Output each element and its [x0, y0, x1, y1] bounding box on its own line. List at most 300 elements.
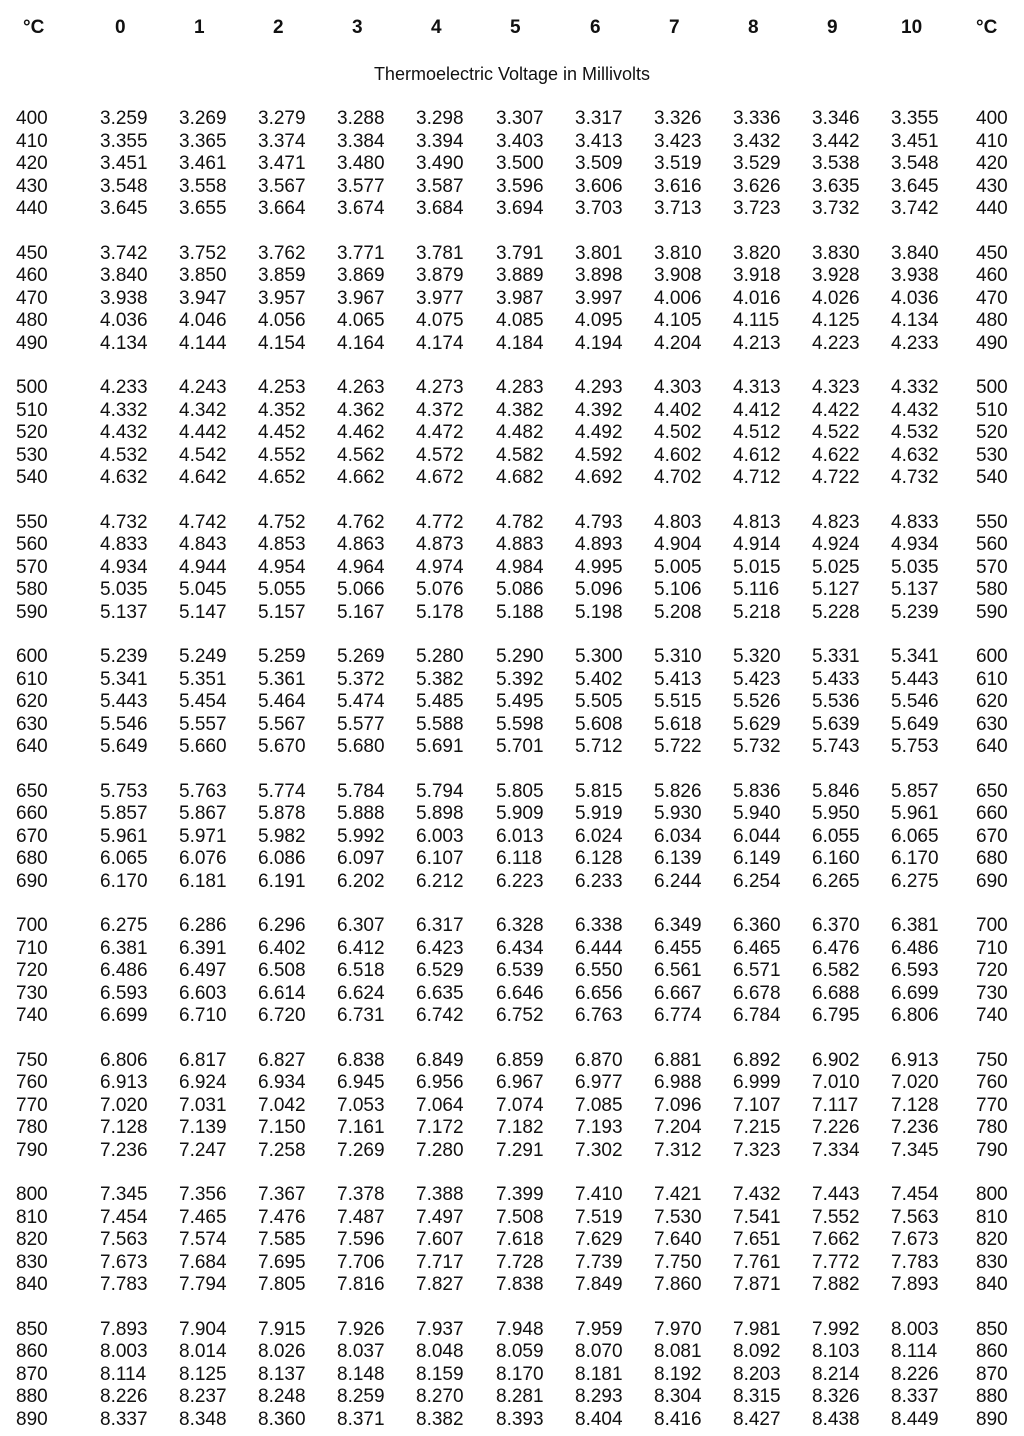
- voltage-cell: 7.695: [258, 1251, 306, 1273]
- voltage-cell: 5.753: [891, 736, 939, 757]
- voltage-cell: 6.742: [416, 1005, 464, 1026]
- voltage-cell: 6.275: [891, 870, 939, 892]
- row-temp-right: 770: [976, 1094, 1008, 1116]
- voltage-cell: 4.702: [654, 467, 702, 488]
- voltage-cell: 3.461: [179, 153, 227, 174]
- voltage-cell: 7.117: [812, 1094, 859, 1116]
- voltage-cell: 8.070: [575, 1341, 623, 1362]
- row-temp-right: 790: [976, 1139, 1008, 1161]
- voltage-cell: 6.486: [100, 960, 148, 981]
- voltage-cell: 7.465: [179, 1206, 227, 1228]
- voltage-cell: 7.926: [337, 1318, 385, 1340]
- voltage-cell: 5.649: [100, 736, 148, 757]
- voltage-cell: 5.290: [496, 646, 544, 667]
- voltage-cell: 6.338: [575, 915, 623, 936]
- voltage-cell: 6.076: [179, 848, 227, 869]
- row-temp-right: 490: [976, 332, 1008, 354]
- voltage-cell: 6.603: [179, 982, 227, 1004]
- voltage-cell: 3.977: [416, 287, 464, 309]
- row-temp-right: 580: [976, 579, 1008, 600]
- voltage-cell: 4.934: [891, 534, 939, 555]
- voltage-cell: 6.646: [496, 982, 544, 1004]
- voltage-cell: 4.873: [416, 534, 464, 555]
- voltage-cell: 6.181: [179, 870, 227, 892]
- voltage-cell: 8.037: [337, 1341, 385, 1362]
- voltage-cell: 7.893: [100, 1318, 148, 1340]
- voltage-cell: 6.614: [258, 982, 306, 1004]
- voltage-cell: 5.784: [337, 780, 385, 802]
- voltage-cell: 5.066: [337, 579, 385, 600]
- voltage-cell: 4.154: [258, 332, 306, 354]
- voltage-cell: 8.315: [733, 1386, 781, 1407]
- table-row: [0, 467, 1024, 490]
- voltage-cell: 5.341: [891, 646, 939, 667]
- table-row: [0, 108, 1024, 131]
- voltage-cell: 3.752: [179, 242, 227, 264]
- voltage-cell: 7.236: [891, 1117, 939, 1138]
- voltage-cell: 7.215: [733, 1117, 781, 1138]
- header-col-2: 2: [273, 17, 284, 38]
- voltage-cell: 3.365: [179, 130, 227, 152]
- voltage-cell: 5.433: [812, 668, 860, 690]
- voltage-cell: 3.548: [891, 153, 939, 174]
- voltage-cell: 5.372: [337, 668, 385, 690]
- voltage-cell: 4.552: [258, 444, 306, 466]
- voltage-cell: 6.656: [575, 982, 623, 1004]
- voltage-cell: 5.526: [733, 691, 781, 712]
- table-row: [0, 646, 1024, 669]
- row-temp-right: 740: [976, 1005, 1008, 1026]
- voltage-cell: 5.826: [654, 780, 702, 802]
- row-temp-left: 450: [16, 242, 48, 264]
- voltage-cell: 5.116: [733, 579, 780, 600]
- voltage-cell: 3.664: [258, 198, 306, 219]
- table-row: [0, 288, 1024, 311]
- voltage-cell: 4.372: [416, 399, 464, 421]
- voltage-cell: 5.320: [733, 646, 781, 667]
- table-row: [0, 602, 1024, 625]
- voltage-cell: 4.722: [812, 467, 860, 488]
- voltage-cell: 7.280: [416, 1139, 464, 1161]
- voltage-cell: 3.442: [812, 130, 860, 152]
- voltage-cell: 4.562: [337, 444, 385, 466]
- voltage-cell: 5.249: [179, 646, 227, 667]
- voltage-cell: 5.208: [654, 601, 702, 623]
- voltage-cell: 3.596: [496, 175, 544, 197]
- voltage-cell: 7.871: [733, 1274, 781, 1295]
- voltage-cell: 6.967: [496, 1072, 544, 1093]
- row-temp-left: 470: [16, 287, 48, 309]
- voltage-cell: 7.860: [654, 1274, 702, 1295]
- voltage-cell: 3.587: [416, 175, 464, 197]
- table-row: [0, 1364, 1024, 1387]
- voltage-cell: 6.212: [416, 870, 464, 892]
- voltage-cell: 7.454: [891, 1184, 939, 1205]
- row-temp-left: 740: [16, 1005, 48, 1026]
- voltage-cell: 5.982: [258, 825, 306, 847]
- voltage-cell: 4.412: [733, 399, 781, 421]
- voltage-cell: 7.388: [416, 1184, 464, 1205]
- voltage-cell: 7.519: [575, 1206, 623, 1228]
- voltage-cell: 8.125: [179, 1363, 227, 1385]
- voltage-cell: 7.269: [337, 1139, 385, 1161]
- voltage-cell: 4.253: [258, 377, 306, 398]
- voltage-cell: 8.326: [812, 1386, 860, 1407]
- voltage-cell: 7.432: [733, 1184, 781, 1205]
- voltage-cell: 4.843: [179, 534, 227, 555]
- header-col-9: 9: [827, 17, 838, 38]
- voltage-cell: 3.346: [812, 108, 860, 129]
- voltage-cell: 5.495: [496, 691, 544, 712]
- voltage-cell: 3.529: [733, 153, 781, 174]
- voltage-cell: 5.382: [416, 668, 464, 690]
- row-temp-left: 750: [16, 1049, 48, 1071]
- voltage-cell: 3.490: [416, 153, 464, 174]
- voltage-cell: 5.127: [812, 579, 860, 600]
- voltage-cell: 5.361: [258, 668, 306, 690]
- voltage-cell: 6.539: [496, 960, 544, 981]
- voltage-cell: 3.694: [496, 198, 544, 219]
- voltage-cell: 6.423: [416, 937, 464, 959]
- row-temp-left: 530: [16, 444, 48, 466]
- voltage-cell: 8.427: [733, 1408, 781, 1430]
- row-temp-right: 500: [976, 377, 1008, 398]
- voltage-cell: 5.300: [575, 646, 623, 667]
- voltage-cell: 7.345: [100, 1184, 148, 1205]
- voltage-cell: 7.651: [733, 1229, 781, 1250]
- voltage-cell: 3.423: [654, 130, 702, 152]
- header-col-6: 6: [590, 17, 601, 38]
- voltage-cell: 4.813: [733, 511, 781, 533]
- voltage-cell: 7.761: [733, 1251, 781, 1273]
- voltage-cell: 6.699: [100, 1005, 148, 1026]
- voltage-cell: 8.237: [179, 1386, 227, 1407]
- voltage-cell: 6.667: [654, 982, 702, 1004]
- voltage-cell: 4.833: [891, 511, 939, 533]
- voltage-cell: 6.988: [654, 1072, 702, 1093]
- voltage-cell: 5.992: [337, 825, 385, 847]
- voltage-cell: 6.160: [812, 848, 860, 869]
- voltage-cell: 7.334: [812, 1139, 860, 1161]
- voltage-cell: 5.035: [100, 579, 148, 600]
- voltage-cell: 7.992: [812, 1318, 860, 1340]
- voltage-cell: 7.893: [891, 1274, 939, 1295]
- voltage-cell: 7.783: [891, 1251, 939, 1273]
- voltage-cell: 6.170: [100, 870, 148, 892]
- voltage-cell: 4.904: [654, 534, 702, 555]
- voltage-cell: 3.413: [575, 130, 623, 152]
- voltage-cell: 6.107: [416, 848, 464, 869]
- row-temp-left: 590: [16, 601, 48, 623]
- row-temp-right: 850: [976, 1318, 1008, 1340]
- table-row: [0, 1072, 1024, 1095]
- voltage-cell: 7.530: [654, 1206, 702, 1228]
- voltage-cell: 5.188: [496, 601, 544, 623]
- voltage-cell: 6.817: [179, 1049, 227, 1071]
- voltage-cell: 7.410: [575, 1184, 623, 1205]
- header-col-0: 0: [115, 17, 126, 38]
- voltage-cell: 5.857: [891, 780, 939, 802]
- voltage-cell: 3.374: [258, 130, 306, 152]
- voltage-cell: 7.042: [258, 1094, 306, 1116]
- voltage-cell: 4.482: [496, 422, 544, 443]
- voltage-cell: 6.055: [812, 825, 860, 847]
- voltage-cell: 4.732: [891, 467, 939, 488]
- voltage-cell: 5.259: [258, 646, 306, 667]
- row-temp-right: 540: [976, 467, 1008, 488]
- voltage-cell: 3.567: [258, 175, 306, 197]
- voltage-cell: 4.883: [496, 534, 544, 555]
- voltage-cell: 6.202: [337, 870, 385, 892]
- voltage-cell: 7.421: [654, 1184, 702, 1205]
- row-temp-left: 570: [16, 556, 48, 578]
- voltage-cell: 3.938: [100, 287, 148, 309]
- voltage-cell: 8.337: [891, 1386, 939, 1407]
- voltage-cell: 3.742: [100, 242, 148, 264]
- voltage-cell: 6.097: [337, 848, 385, 869]
- voltage-cell: 4.036: [891, 287, 939, 309]
- voltage-cell: 6.307: [337, 915, 385, 936]
- voltage-cell: 5.474: [337, 691, 385, 712]
- voltage-cell: 7.563: [100, 1229, 148, 1250]
- voltage-cell: 5.045: [179, 579, 227, 600]
- voltage-cell: 7.454: [100, 1206, 148, 1228]
- voltage-cell: 5.341: [100, 668, 148, 690]
- voltage-cell: 7.020: [891, 1072, 939, 1093]
- voltage-cell: 3.889: [496, 265, 544, 286]
- voltage-cell: 4.995: [575, 556, 623, 578]
- voltage-cell: 5.857: [100, 803, 148, 824]
- voltage-cell: 4.332: [891, 377, 939, 398]
- voltage-cell: 6.561: [654, 960, 702, 981]
- voltage-cell: 6.999: [733, 1072, 781, 1093]
- voltage-cell: 6.635: [416, 982, 464, 1004]
- voltage-cell: 7.673: [891, 1229, 939, 1250]
- voltage-cell: 6.945: [337, 1072, 385, 1093]
- table-row: [0, 534, 1024, 557]
- voltage-cell: 7.236: [100, 1139, 148, 1161]
- voltage-cell: 5.774: [258, 780, 306, 802]
- voltage-cell: 3.918: [733, 265, 781, 286]
- voltage-cell: 6.859: [496, 1049, 544, 1071]
- voltage-cell: 7.937: [416, 1318, 464, 1340]
- voltage-cell: 6.870: [575, 1049, 623, 1071]
- table-row: [0, 960, 1024, 983]
- row-temp-right: 640: [976, 736, 1008, 757]
- voltage-cell: 4.662: [337, 467, 385, 488]
- voltage-cell: 6.275: [100, 915, 148, 936]
- voltage-cell: 5.310: [654, 646, 702, 667]
- voltage-cell: 4.223: [812, 332, 860, 354]
- voltage-cell: 4.672: [416, 467, 464, 488]
- row-temp-right: 750: [976, 1049, 1008, 1071]
- voltage-cell: 3.674: [337, 198, 385, 219]
- table-row: [0, 848, 1024, 871]
- voltage-cell: 8.248: [258, 1386, 306, 1407]
- voltage-cell: 7.064: [416, 1094, 464, 1116]
- voltage-cell: 6.550: [575, 960, 623, 981]
- table-row: [0, 1117, 1024, 1140]
- voltage-cell: 4.712: [733, 467, 781, 488]
- voltage-cell: 5.137: [100, 601, 148, 623]
- row-temp-right: 880: [976, 1386, 1008, 1407]
- voltage-cell: 5.239: [891, 601, 939, 623]
- row-temp-right: 590: [976, 601, 1008, 623]
- table-row: [0, 1184, 1024, 1207]
- voltage-cell: 7.096: [654, 1094, 702, 1116]
- voltage-cell: 4.303: [654, 377, 702, 398]
- voltage-cell: 4.582: [496, 444, 544, 466]
- voltage-cell: 5.147: [179, 601, 227, 623]
- voltage-cell: 7.816: [337, 1274, 385, 1295]
- row-temp-right: 700: [976, 915, 1008, 936]
- header-unit-left: °C: [23, 17, 45, 38]
- row-temp-left: 490: [16, 332, 48, 354]
- voltage-cell: 3.723: [733, 198, 781, 219]
- row-temp-right: 510: [976, 399, 1008, 421]
- voltage-cell: 4.065: [337, 310, 385, 331]
- voltage-cell: 8.348: [179, 1408, 227, 1430]
- voltage-cell: 6.582: [812, 960, 860, 981]
- voltage-cell: 6.924: [179, 1072, 227, 1093]
- voltage-cell: 6.223: [496, 870, 544, 892]
- voltage-cell: 4.174: [416, 332, 464, 354]
- voltage-cell: 5.743: [812, 736, 860, 757]
- voltage-cell: 7.970: [654, 1318, 702, 1340]
- voltage-cell: 6.191: [258, 870, 306, 892]
- voltage-cell: 8.226: [891, 1363, 939, 1385]
- voltage-cell: 4.402: [654, 399, 702, 421]
- voltage-cell: 5.025: [812, 556, 860, 578]
- voltage-cell: 3.928: [812, 265, 860, 286]
- voltage-cell: 4.782: [496, 511, 544, 533]
- voltage-cell: 3.355: [891, 108, 939, 129]
- voltage-cell: 3.432: [733, 130, 781, 152]
- voltage-cell: 4.432: [891, 399, 939, 421]
- voltage-cell: 5.351: [179, 668, 227, 690]
- voltage-cell: 6.688: [812, 982, 860, 1004]
- voltage-cell: 7.367: [258, 1184, 306, 1205]
- voltage-cell: 3.279: [258, 108, 306, 129]
- row-temp-left: 460: [16, 265, 48, 286]
- voltage-cell: 7.085: [575, 1094, 623, 1116]
- voltage-cell: 5.618: [654, 713, 702, 735]
- voltage-cell: 7.794: [179, 1274, 227, 1295]
- table-row: [0, 176, 1024, 199]
- voltage-cell: 4.026: [812, 287, 860, 309]
- table-row: [0, 736, 1024, 759]
- voltage-cell: 7.783: [100, 1274, 148, 1295]
- voltage-cell: 5.454: [179, 691, 227, 712]
- voltage-cell: 7.476: [258, 1206, 306, 1228]
- row-temp-left: 810: [16, 1206, 48, 1228]
- row-temp-right: 690: [976, 870, 1008, 892]
- table-row: [0, 714, 1024, 737]
- voltage-cell: 5.167: [337, 601, 385, 623]
- voltage-cell: 8.114: [100, 1363, 147, 1385]
- voltage-cell: 7.128: [100, 1117, 148, 1138]
- voltage-cell: 8.270: [416, 1386, 464, 1407]
- row-temp-left: 850: [16, 1318, 48, 1340]
- voltage-cell: 6.434: [496, 937, 544, 959]
- voltage-cell: 6.486: [891, 937, 939, 959]
- header-col-1: 1: [194, 17, 205, 38]
- row-temp-right: 480: [976, 310, 1008, 331]
- voltage-cell: 7.399: [496, 1184, 544, 1205]
- row-temp-left: 880: [16, 1386, 48, 1407]
- voltage-cell: 5.577: [337, 713, 385, 735]
- voltage-cell: 3.830: [812, 242, 860, 264]
- voltage-cell: 4.642: [179, 467, 227, 488]
- row-temp-left: 800: [16, 1184, 48, 1205]
- voltage-cell: 7.345: [891, 1139, 939, 1161]
- voltage-cell: 4.105: [654, 310, 702, 331]
- voltage-cell: 7.247: [179, 1139, 227, 1161]
- voltage-cell: 6.065: [100, 848, 148, 869]
- voltage-cell: 7.596: [337, 1229, 385, 1250]
- row-temp-left: 890: [16, 1408, 48, 1430]
- voltage-cell: 7.020: [100, 1094, 148, 1116]
- table-row: [0, 1140, 1024, 1163]
- voltage-cell: 6.720: [258, 1005, 306, 1026]
- row-temp-left: 580: [16, 579, 48, 600]
- voltage-cell: 3.558: [179, 175, 227, 197]
- voltage-cell: 7.915: [258, 1318, 306, 1340]
- voltage-cell: 3.781: [416, 242, 464, 264]
- row-temp-right: 520: [976, 422, 1008, 443]
- voltage-cell: 8.404: [575, 1408, 623, 1430]
- voltage-cell: 6.391: [179, 937, 227, 959]
- voltage-cell: 5.198: [575, 601, 623, 623]
- voltage-cell: 3.548: [100, 175, 148, 197]
- row-temp-right: 530: [976, 444, 1008, 466]
- table-row: [0, 1341, 1024, 1364]
- row-temp-right: 470: [976, 287, 1008, 309]
- voltage-cell: 4.652: [258, 467, 306, 488]
- voltage-cell: 8.337: [100, 1408, 148, 1430]
- voltage-cell: 4.016: [733, 287, 781, 309]
- voltage-cell: 5.557: [179, 713, 227, 735]
- row-temp-left: 610: [16, 668, 48, 690]
- voltage-cell: 5.961: [100, 825, 148, 847]
- voltage-cell: 4.243: [179, 377, 227, 398]
- table-row: [0, 983, 1024, 1006]
- voltage-cell: 7.750: [654, 1251, 702, 1273]
- voltage-cell: 8.114: [891, 1341, 938, 1362]
- voltage-cell: 5.588: [416, 713, 464, 735]
- voltage-cell: 6.139: [654, 848, 702, 869]
- voltage-cell: 4.263: [337, 377, 385, 398]
- voltage-cell: 7.182: [496, 1117, 544, 1138]
- voltage-cell: 4.893: [575, 534, 623, 555]
- voltage-cell: 7.107: [733, 1094, 781, 1116]
- voltage-cell: 6.508: [258, 960, 306, 981]
- table-row: [0, 915, 1024, 938]
- voltage-cell: 6.265: [812, 870, 860, 892]
- row-temp-right: 650: [976, 780, 1008, 802]
- voltage-cell: 6.034: [654, 825, 702, 847]
- row-temp-left: 630: [16, 713, 48, 735]
- voltage-cell: 6.902: [812, 1049, 860, 1071]
- row-temp-left: 620: [16, 691, 48, 712]
- voltage-cell: 7.302: [575, 1139, 623, 1161]
- voltage-cell: 4.382: [496, 399, 544, 421]
- voltage-cell: 4.144: [179, 332, 227, 354]
- voltage-cell: 5.815: [575, 780, 623, 802]
- voltage-cell: 6.370: [812, 915, 860, 936]
- voltage-cell: 4.793: [575, 511, 623, 533]
- voltage-cell: 7.010: [812, 1072, 860, 1093]
